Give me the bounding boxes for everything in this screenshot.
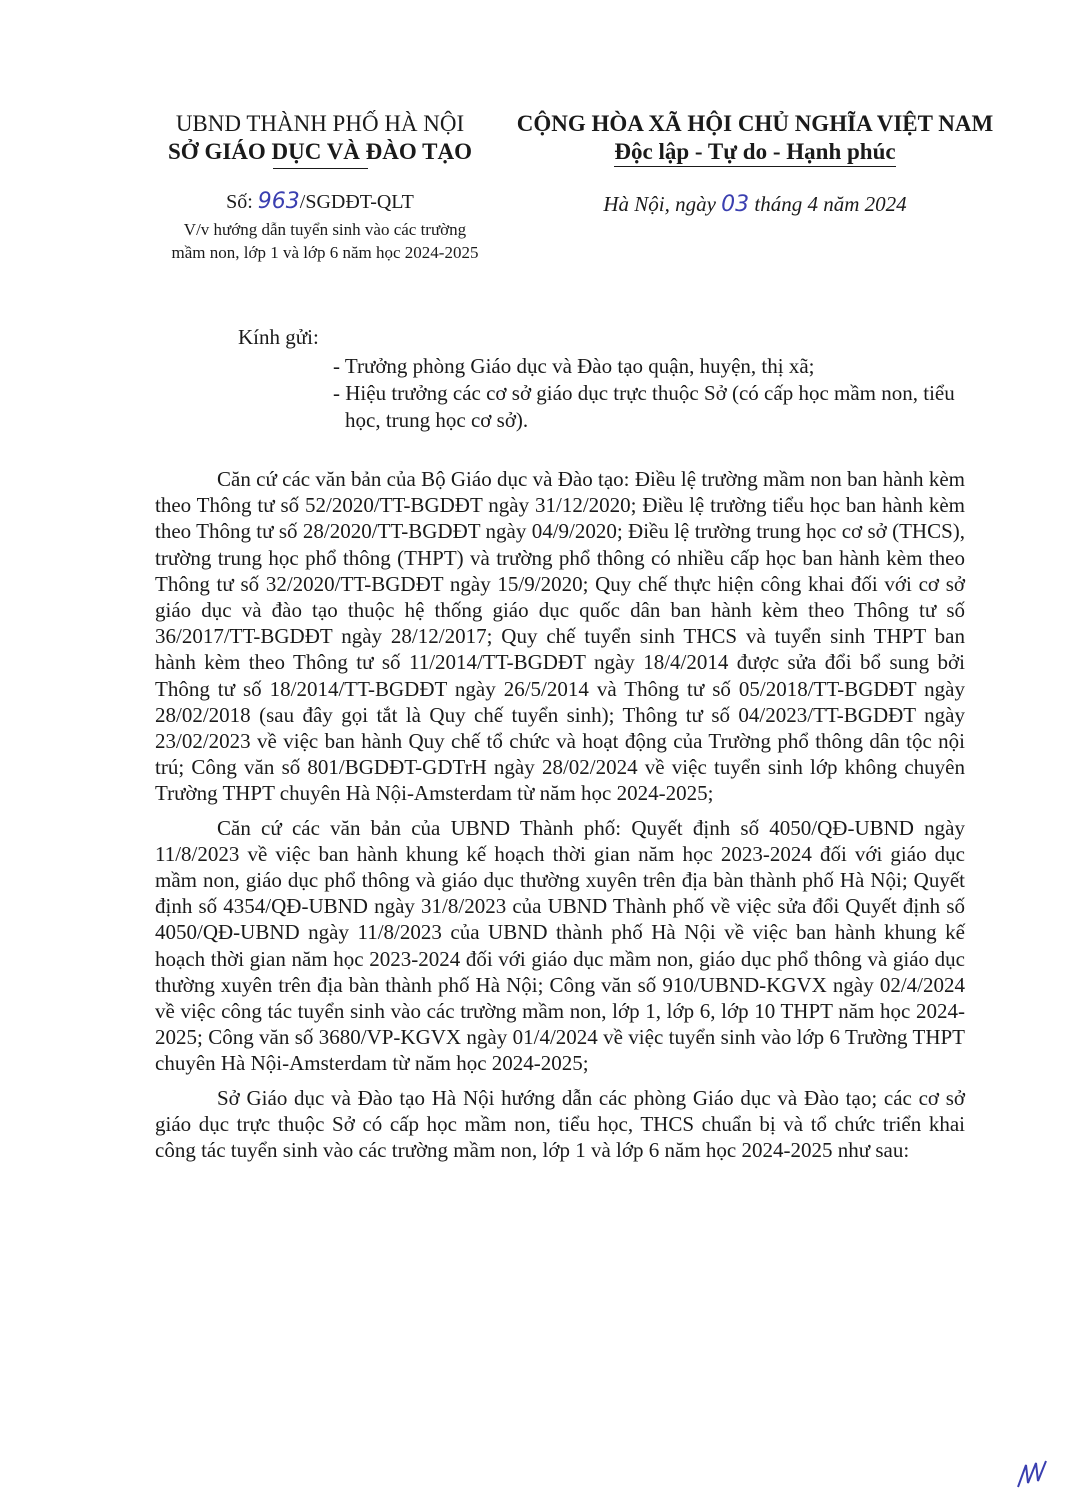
body-paragraph: Căn cứ các văn bản của Bộ Giáo dục và Đào tạo: Điều lệ trường mầm non ban hành kèm theo Thông tư số 52/2020/TT-BGDĐT ngày 31/12/2020; Điều lệ trường tiểu học ban hành kèm theo Thông tư số 28/2020/TT-BGDĐT ngày 04/9/2020; Điều lệ trường trung học cơ sở (THCS), trường trung học phổ thông (THPT) và trường phổ thông có nhiều cấp học ban hành kèm theo Thông tư số 32/2020/TT-BGDĐT ngày 15/9/2020; Quy chế thực hiện công khai đối với cơ sở giáo dục và đào tạo thuộc hệ thống giáo dục quốc dân ban hành kèm theo Thông tư số 36/2017/TT-BGDĐT ngày 28/12/2017; Quy chế tuyển sinh THCS và tuyển sinh THPT ban hành kèm theo Thông tư số 11/2014/TT-BGDĐT ngày 18/4/2014 được sửa đổi bổ sung bởi Thông tư số 18/2014/TT-BGDĐT ngày 26/5/2014 và Thông tư số 05/2018/TT-BGDĐT ngày 28/02/2018 (sau đây gọi tắt là Quy chế tuyển sinh); Thông tư số 04/2023/TT-BGDĐT ngày 23/02/2023 về việc ban hành Quy chế tổ chức và hoạt động của Trường phổ thông dân tộc nội trú; Công văn số 801/BGDĐT-GDTrH ngày 28/02/2024 về việc tuyển sinh lớp không chuyên Trường THPT chuyên Hà Nội-Amsterdam từ năm học 2024-2025; <box>155 467 965 806</box>
issuer-underline <box>273 168 368 169</box>
greeting: Kính gửi: <box>238 325 319 349</box>
recipient-item: - Trưởng phòng Giáo dục và Đào tạo quận, huyện, thị xã; <box>333 354 815 378</box>
date-prefix: Hà Nội, ngày <box>603 192 722 216</box>
document-subject: V/v hướng dẫn tuyển sinh vào các trường mầm non, lớp 1 và lớp 6 năm học 2024-2025 <box>171 220 479 262</box>
nation-title: CỘNG HÒA XÃ HỘI CHỦ NGHĨA VIỆT NAM <box>516 111 994 136</box>
date-suffix: tháng 4 năm 2024 <box>749 192 907 216</box>
issuer-name: SỞ GIÁO DỤC VÀ ĐÀO TẠO <box>168 139 472 164</box>
date-day-handwritten: 03 <box>721 192 750 217</box>
document-number-handwritten: 963 <box>257 189 300 214</box>
recipient-list <box>333 353 973 434</box>
document-body <box>155 466 965 1171</box>
issuer-block <box>150 110 490 169</box>
document-number <box>150 188 490 216</box>
issuer-parent: UBND THÀNH PHỐ HÀ NỘI <box>175 111 465 136</box>
recipient-item: - Hiệu trưởng các cơ sở giáo dục trực thuộc Sở (có cấp học mầm non, tiểu học, trung học cơ sở). <box>333 381 955 432</box>
national-motto: Độc lập - Tự do - Hạnh phúc <box>614 138 895 167</box>
document-number-suffix: /SGDĐT-QLT <box>299 191 414 213</box>
initials-signature-icon <box>1012 1455 1052 1495</box>
document-number-prefix: Số: <box>226 191 258 213</box>
national-header <box>495 110 1015 167</box>
document-date <box>495 192 1015 217</box>
body-paragraph: Sở Giáo dục và Đào tạo Hà Nội hướng dẫn các phòng Giáo dục và Đào tạo; các cơ sở giáo dục trực thuộc Sở có cấp học mầm non, tiểu học, THCS chuẩn bị và tổ chức triển khai công tác tuyển sinh vào các trường mầm non, lớp 1 và lớp 6 năm học 2024-2025 như sau: <box>155 1085 965 1163</box>
body-paragraph: Căn cứ các văn bản của UBND Thành phố: Quyết định số 4050/QĐ-UBND ngày 11/8/2023 về việc ban hành khung kế hoạch thời gian năm học 2023-2024 đối với giáo dục mầm non, giáo dục phổ thông và giáo dục thường xuyên trên địa bàn thành phố Hà Nội; Quyết định số 4354/QĐ-UBND ngày 31/8/2023 của UBND Thành phố về việc sửa đổi Quyết định số 4050/QĐ-UBND ngày 11/8/2023 của UBND thành phố Hà Nội về việc ban hành khung kế hoạch thời gian năm học 2023-2024 đối với giáo dục mầm non, giáo dục phổ thông và giáo dục thường xuyên trên địa bàn thành phố Hà Nội; Công văn số 910/UBND-KGVX ngày 02/4/2024 về việc công tác tuyển sinh vào các trường mầm non, lớp 1, lớp 6, lớp 10 THPT năm học 2024-2025; Công văn số 3680/VP-KGVX ngày 01/4/2024 về việc tuyển sinh vào lớp 6 Trường THPT chuyên Hà Nội-Amsterdam từ năm học 2024-2025; <box>155 815 965 1076</box>
